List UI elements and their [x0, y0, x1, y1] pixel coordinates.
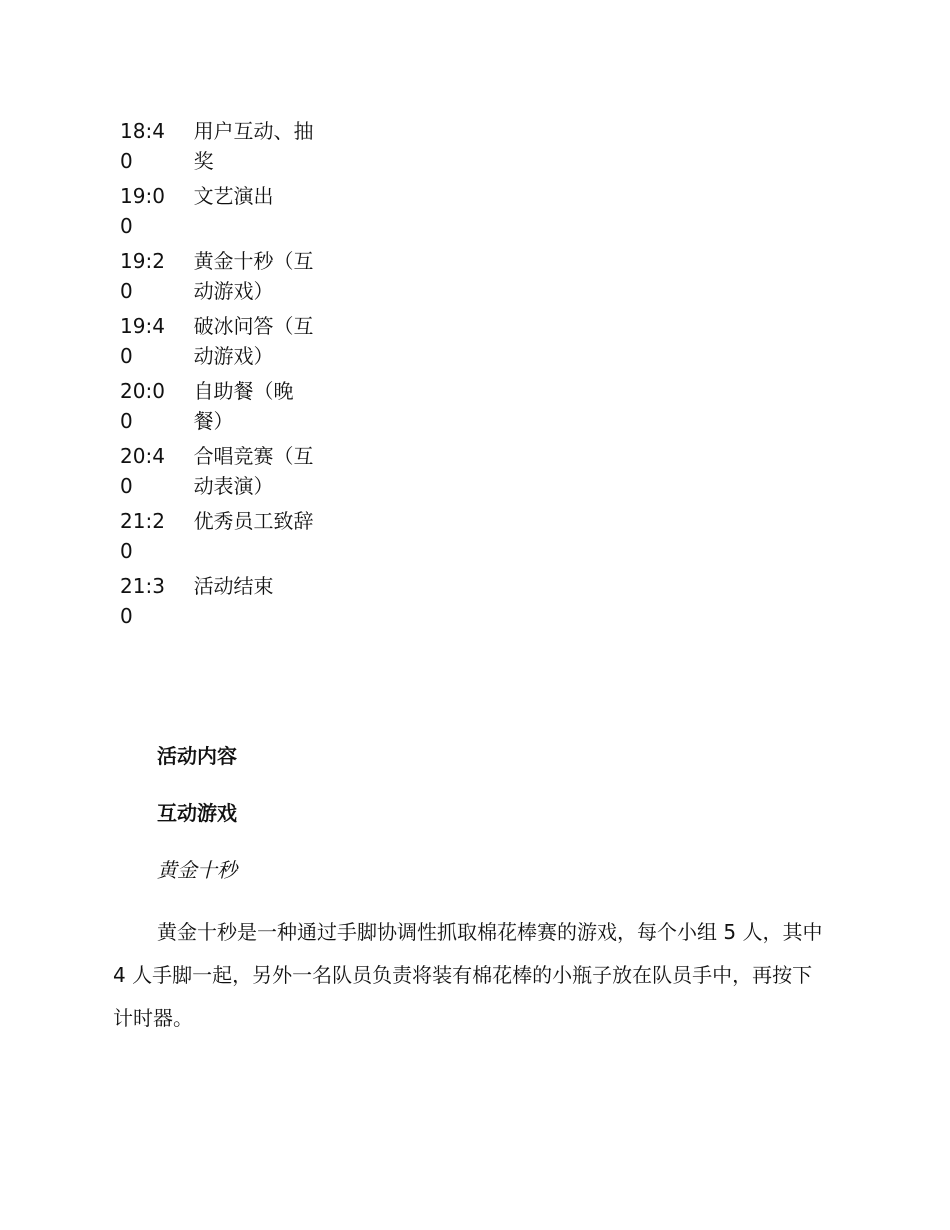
schedule-table — [120, 116, 320, 636]
schedule-row — [120, 181, 320, 246]
schedule-time: 20:40 — [120, 444, 165, 498]
schedule-activity: 活动结束 — [193, 574, 274, 598]
schedule-activity: 破冰问答（互动游戏） — [193, 314, 314, 368]
schedule-activity: 文艺演出 — [193, 184, 274, 208]
game-title: 黄金十秒 — [157, 858, 237, 882]
schedule-row — [120, 571, 320, 636]
schedule-activity: 合唱竞赛（互动表演） — [193, 444, 314, 498]
schedule-activity: 黄金十秒（互动游戏） — [193, 249, 314, 303]
schedule-row — [120, 376, 320, 441]
schedule-time: 21:20 — [120, 509, 165, 563]
schedule-time: 20:00 — [120, 379, 165, 433]
section-heading-games: 互动游戏 — [157, 801, 237, 825]
schedule-activity: 用户互动、抽奖 — [193, 119, 314, 173]
schedule-time: 19:20 — [120, 249, 165, 303]
schedule-row — [120, 311, 320, 376]
schedule-time: 21:30 — [120, 574, 165, 628]
schedule-row — [120, 116, 320, 181]
section-heading-content: 活动内容 — [157, 744, 237, 768]
schedule-row — [120, 506, 320, 571]
schedule-activity: 优秀员工致辞 — [193, 509, 314, 533]
schedule-time: 19:40 — [120, 314, 165, 368]
schedule-time: 18:40 — [120, 119, 165, 173]
schedule-row — [120, 441, 320, 506]
schedule-time: 19:00 — [120, 184, 165, 238]
schedule-row — [120, 246, 320, 311]
game-description: 黄金十秒是一种通过手脚协调性抓取棉花棒赛的游戏，每个小组 5 人，其中 4 人手脚一起，另外一名队员负责将装有棉花棒的小瓶子放在队员手中，再按下计时器。 — [113, 920, 823, 1030]
schedule-activity: 自助餐（晚餐） — [193, 379, 294, 433]
